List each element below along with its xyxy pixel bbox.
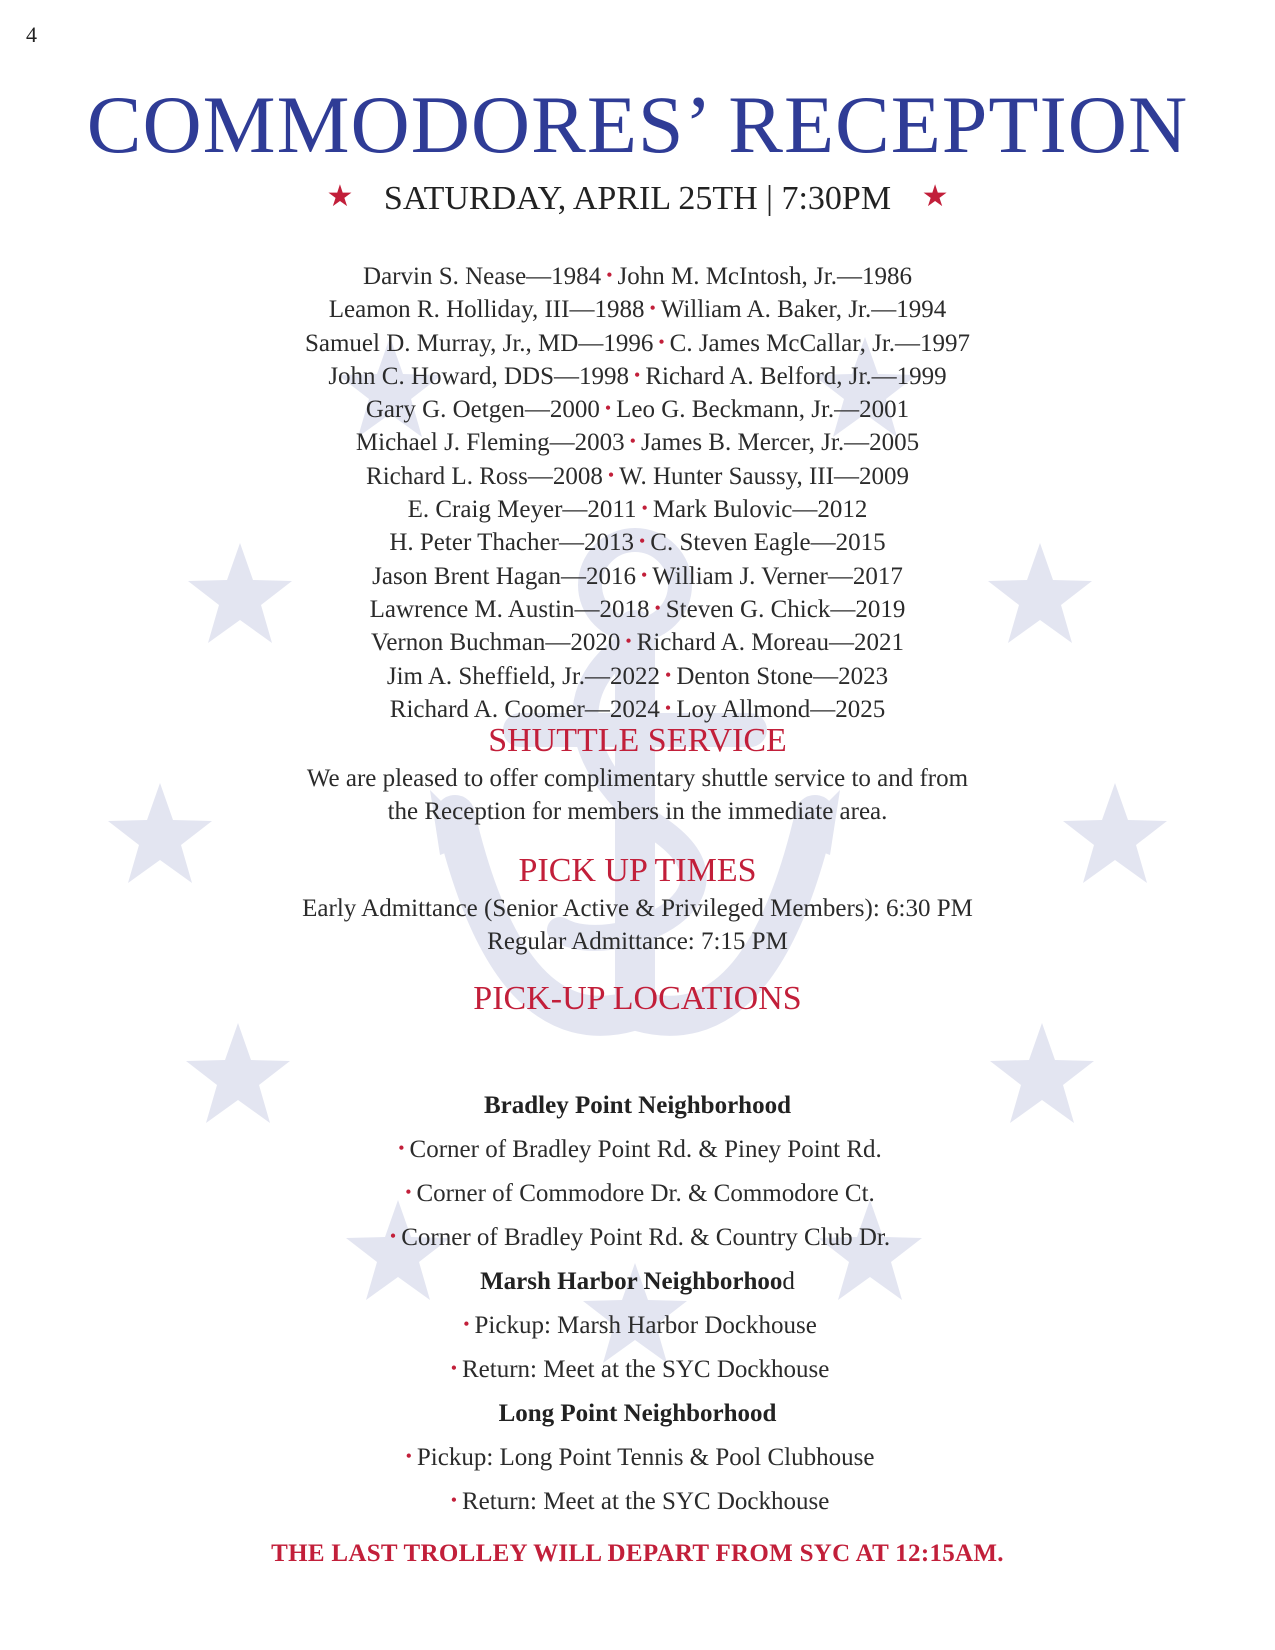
event-date-line xyxy=(0,180,1275,218)
location-text: Return: Meet at the SYC Dockhouse xyxy=(462,1488,830,1515)
commodore-row xyxy=(0,660,1275,693)
commodores-list xyxy=(0,260,1275,726)
bullet-icon: • xyxy=(405,1446,412,1466)
commodore-name: Gary G. Oetgen—2000 xyxy=(365,396,600,424)
commodore-name: Jason Brent Hagan—2016 xyxy=(372,562,636,590)
bullet-icon: • xyxy=(658,331,665,352)
commodore-name: Richard A. Coomer—2024 xyxy=(389,695,660,723)
location-item xyxy=(0,1172,1275,1216)
bullet-icon: • xyxy=(604,398,612,419)
commodore-name: Richard A. Belford, Jr.—1999 xyxy=(645,362,947,390)
bullet-icon: • xyxy=(389,1226,397,1246)
location-item xyxy=(0,1216,1275,1260)
location-item xyxy=(0,1128,1275,1172)
commodore-name: E. Craig Meyer—2011 xyxy=(407,496,637,524)
commodore-name: John C. Howard, DDS—1998 xyxy=(328,362,630,390)
bullet-icon: • xyxy=(450,1490,457,1510)
location-text: Corner of Commodore Dr. & Commodore Ct. xyxy=(416,1180,875,1207)
commodore-row xyxy=(0,426,1275,459)
commodore-name: C. Steven Eagle—2015 xyxy=(650,529,886,557)
event-datetime: SATURDAY, APRIL 25TH | 7:30PM xyxy=(383,180,892,217)
location-text: Return: Meet at the SYC Dockhouse xyxy=(462,1356,830,1383)
bullet-icon: • xyxy=(405,1182,412,1202)
commodore-name: Denton Stone—2023 xyxy=(676,662,889,690)
commodore-name: H. Peter Thacher—2013 xyxy=(389,529,634,557)
bullet-icon: • xyxy=(640,564,648,585)
pickup-locations-heading: PICK-UP LOCATIONS xyxy=(473,980,802,1017)
location-text: Corner of Bradley Point Rd. & Piney Point Rd. xyxy=(409,1136,882,1163)
neighborhood-name-tail: d xyxy=(782,1268,795,1295)
commodore-name: William A. Baker, Jr.—1994 xyxy=(660,296,947,324)
bullet-icon: • xyxy=(664,697,672,718)
early-admittance-text: Early Admittance (Senior Active & Privileged Members): 6:30 PM xyxy=(302,895,973,922)
last-trolley-notice: THE LAST TROLLEY WILL DEPART FROM SYC AT 12:15AM. xyxy=(271,1540,1004,1567)
neighborhood-name-bold: Marsh Harbor Neighborhoo xyxy=(480,1268,783,1295)
commodore-name: Leo G. Beckmann, Jr.—2001 xyxy=(616,396,910,424)
bullet-icon: • xyxy=(606,265,613,285)
commodore-name: W. Hunter Saussy, III—2009 xyxy=(619,462,909,490)
bullet-icon: • xyxy=(654,597,661,618)
commodore-name: Samuel D. Murray, Jr., MD—1996 xyxy=(304,329,654,357)
commodore-row xyxy=(0,493,1275,526)
star-icon: ★ xyxy=(921,180,949,213)
bullet-icon: • xyxy=(634,364,641,385)
location-item xyxy=(0,1348,1275,1392)
bullet-icon: • xyxy=(398,1138,405,1158)
bullet-icon: • xyxy=(638,531,646,552)
commodore-name: Loy Allmond—2025 xyxy=(676,695,886,723)
commodore-name: James B. Mercer, Jr.—2005 xyxy=(640,429,920,457)
commodore-name: C. James McCallar, Jr.—1997 xyxy=(669,329,971,357)
commodore-row xyxy=(0,593,1275,626)
bullet-icon: • xyxy=(607,464,615,485)
bullet-icon: • xyxy=(625,631,632,652)
commodore-name: Vernon Buchman—2020 xyxy=(371,629,621,657)
commodore-row xyxy=(0,293,1275,326)
commodore-row xyxy=(0,560,1275,593)
neighborhood-heading-marsh xyxy=(0,1260,1275,1304)
bullet-icon: • xyxy=(450,1358,457,1378)
star-icon: ★ xyxy=(326,180,354,213)
bullet-icon: • xyxy=(665,664,672,685)
neighborhood-heading-long-point: Long Point Neighborhood xyxy=(498,1400,777,1427)
commodore-name: William J. Verner—2017 xyxy=(652,562,903,590)
shuttle-service-text-line-2: the Reception for members in the immediate area. xyxy=(387,798,888,825)
bullet-icon: • xyxy=(649,298,656,319)
neighborhood-heading-bradley: Bradley Point Neighborhood xyxy=(484,1092,791,1119)
commodore-row xyxy=(0,260,1275,293)
commodore-name: Richard L. Ross—2008 xyxy=(366,462,603,490)
bullet-icon: • xyxy=(629,431,636,452)
bullet-icon: • xyxy=(641,498,648,519)
shuttle-service-text-line-1: We are pleased to offer complimentary shuttle service to and from xyxy=(306,765,969,792)
commodore-name: Jim A. Sheffield, Jr.—2022 xyxy=(386,662,661,690)
commodore-name: Richard A. Moreau—2021 xyxy=(636,629,904,657)
location-item xyxy=(0,1436,1275,1480)
commodore-row xyxy=(0,327,1275,360)
commodore-row xyxy=(0,460,1275,493)
location-text: Pickup: Marsh Harbor Dockhouse xyxy=(474,1312,817,1339)
commodore-name: Leamon R. Holliday, III—1988 xyxy=(328,296,645,324)
regular-admittance-text: Regular Admittance: 7:15 PM xyxy=(487,928,788,955)
location-item xyxy=(0,1304,1275,1348)
commodore-row xyxy=(0,526,1275,559)
commodore-name: Lawrence M. Austin—2018 xyxy=(369,595,650,623)
commodore-name: Michael J. Fleming—2003 xyxy=(355,429,625,457)
commodore-name: Steven G. Chick—2019 xyxy=(665,595,906,623)
page-title: COMMODORES’ RECEPTION xyxy=(86,79,1189,170)
commodore-row xyxy=(0,360,1275,393)
bullet-icon: • xyxy=(463,1314,470,1334)
pickup-times-heading: PICK UP TIMES xyxy=(518,852,757,889)
shuttle-service-heading: SHUTTLE SERVICE xyxy=(488,722,787,759)
location-item xyxy=(0,1480,1275,1524)
commodore-name: Mark Bulovic—2012 xyxy=(652,496,868,524)
page-number: 4 xyxy=(26,22,37,47)
commodore-row xyxy=(0,626,1275,659)
commodore-row xyxy=(0,393,1275,426)
pickup-locations-list xyxy=(0,1084,1275,1524)
location-text: Pickup: Long Point Tennis & Pool Clubhouse xyxy=(416,1444,875,1471)
commodore-name: Darvin S. Nease—1984 xyxy=(363,263,602,290)
location-text: Corner of Bradley Point Rd. & Country Club Dr. xyxy=(401,1224,891,1251)
commodore-name: John M. McIntosh, Jr.—1986 xyxy=(617,263,912,290)
